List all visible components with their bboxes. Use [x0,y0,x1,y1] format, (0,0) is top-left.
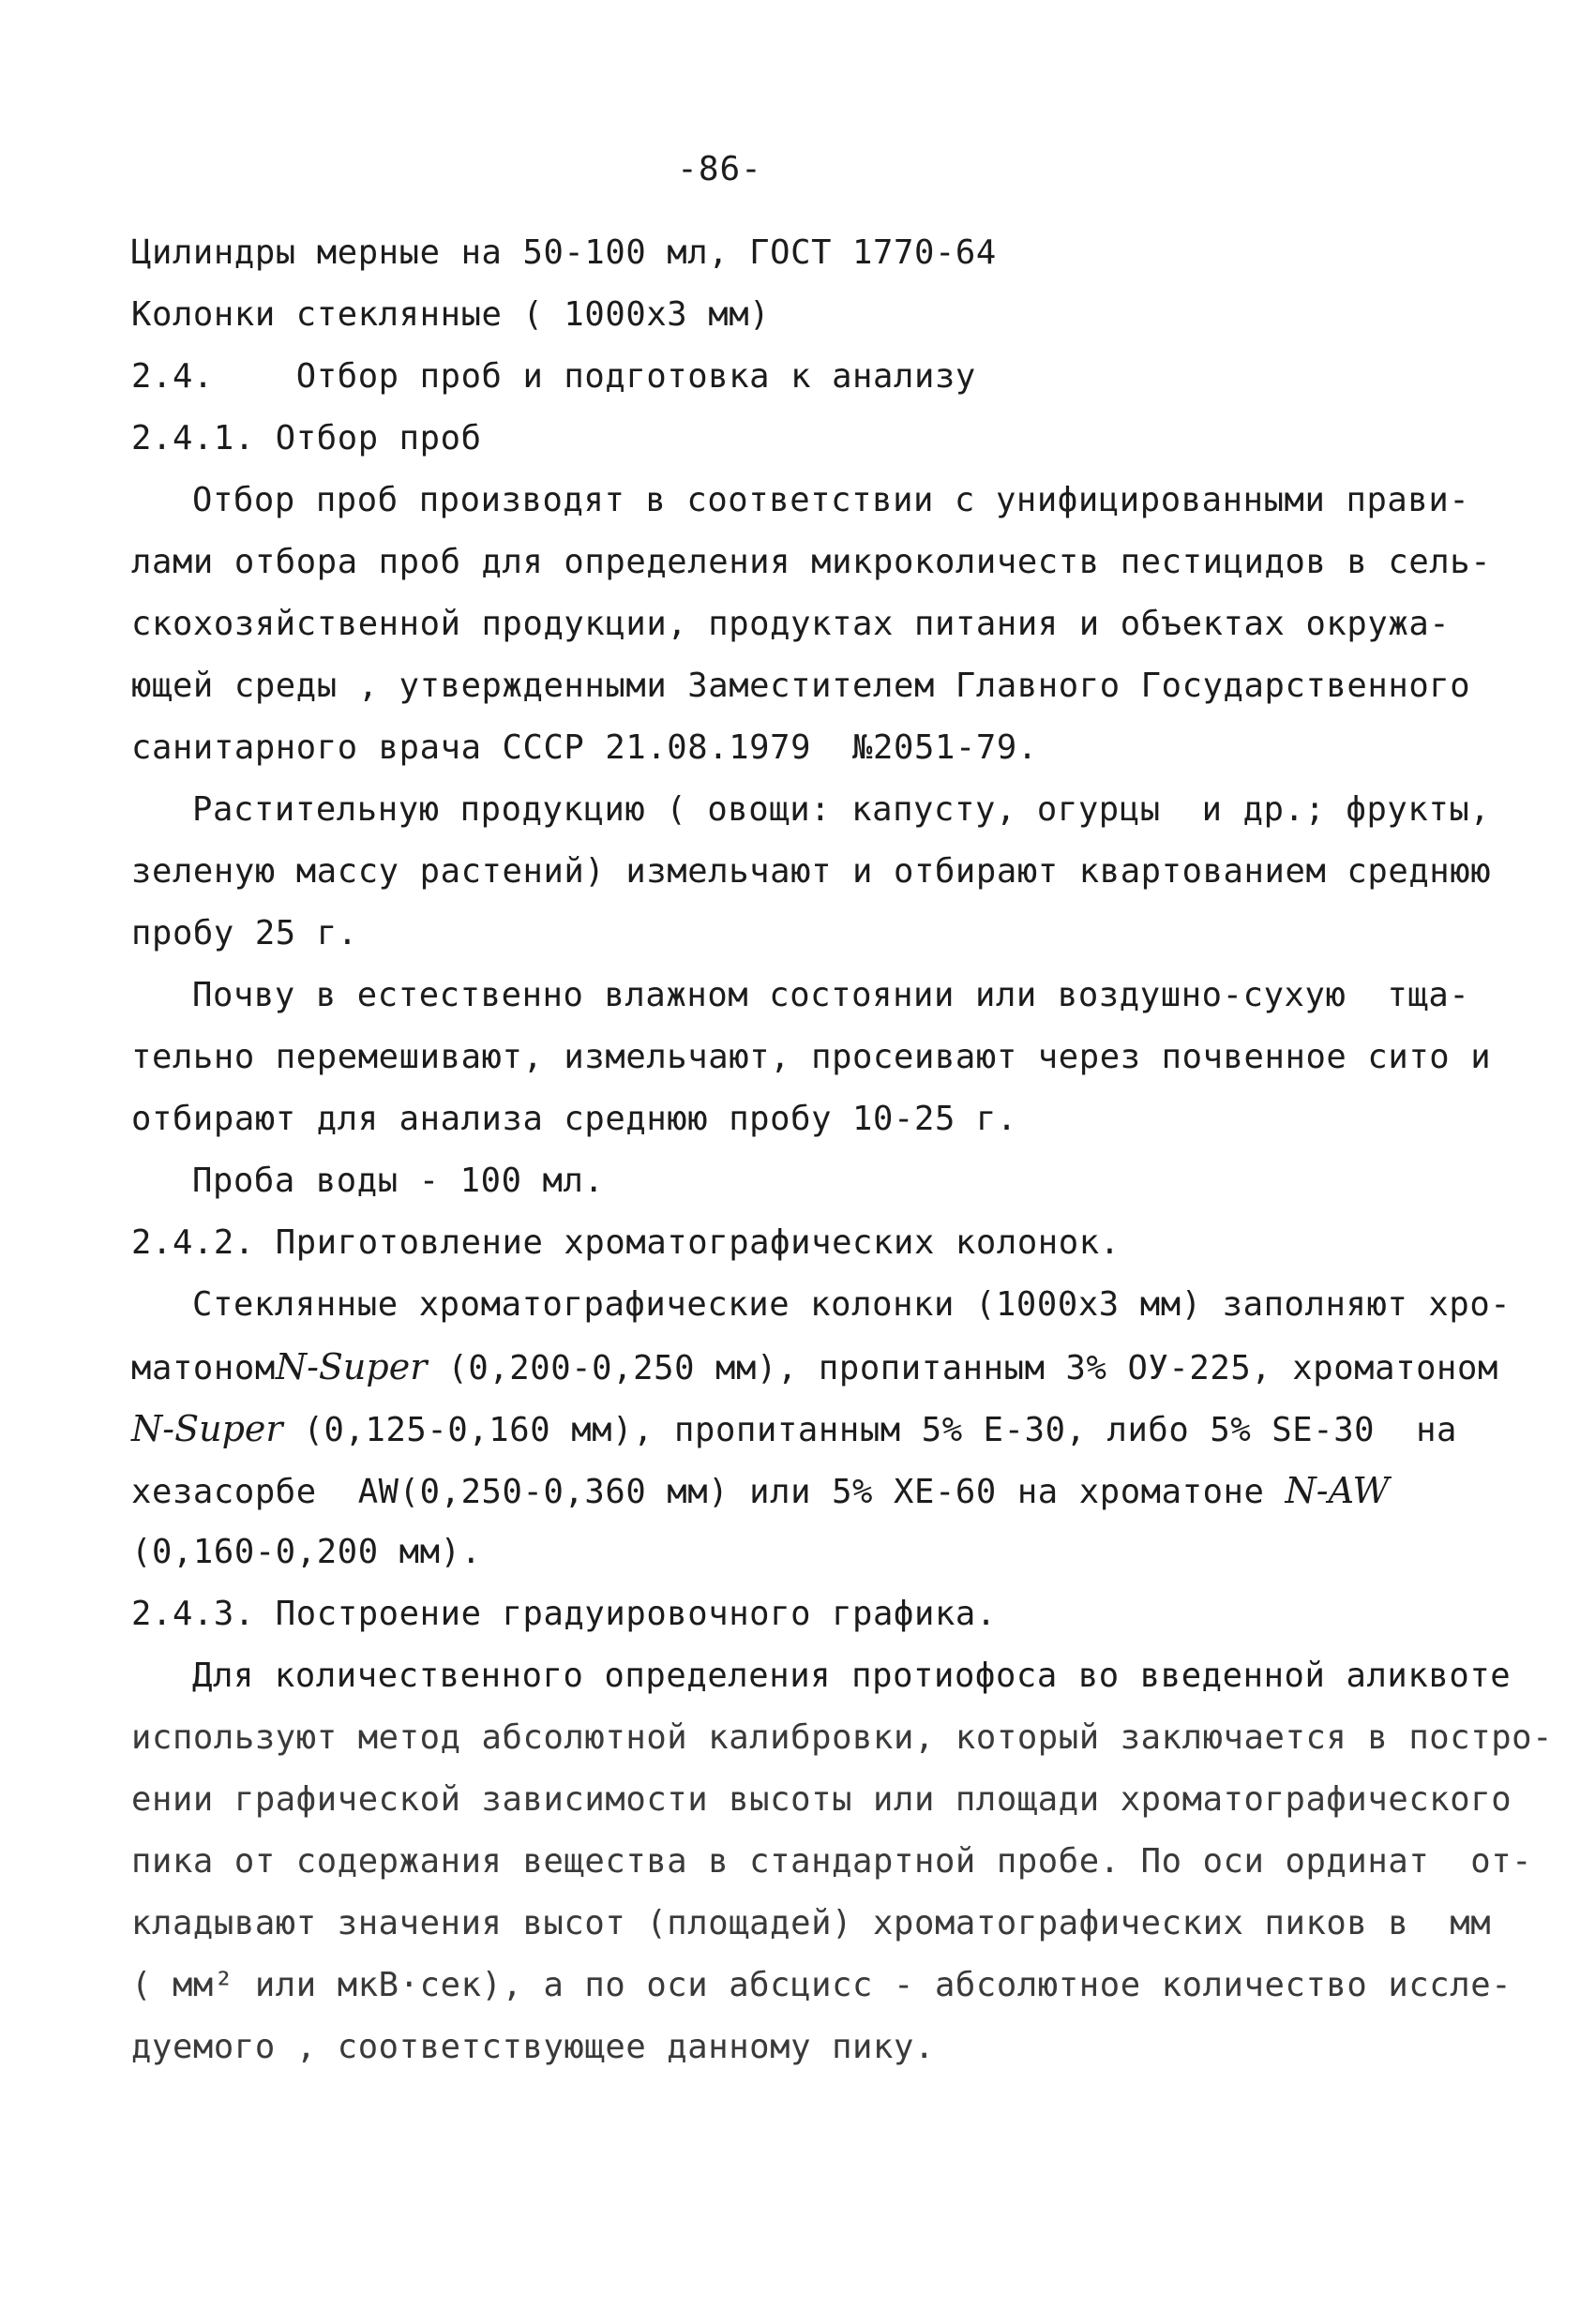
text-line: Растительную продукцию ( овощи: капусту, огурцы и др.; фрукты, [192,790,1491,829]
text-segment: (0,125-0,160 мм), пропитанным 5% Е-30, либо 5% SE-30 на [282,1411,1458,1449]
text-line: ении графической зависимости высоты или площади хроматографического [131,1780,1512,1819]
text-line: Колонки стеклянные ( 1000х3 мм) [131,295,771,334]
text-line: пика от содержания вещества в стандартной пробе. По оси ординат от- [131,1842,1533,1881]
text-line: Почву в естественно влажном состоянии или воздушно-сухую тща- [192,976,1470,1014]
text-line: кладывают значения высот (площадей) хроматографических пиков в мм [131,1904,1492,1942]
text-line: ( мм² или мкВ·сек), а по оси абсцисс - абсолютное количество иссле- [131,1966,1512,2004]
text-segment: хезасорбе AW(0,250-0,360 мм) или 5% ХЕ-60 на хроматоне [131,1473,1286,1511]
text-line: (0,160-0,200 мм). [131,1533,482,1571]
text-segment: матоном [131,1349,276,1387]
text-line: дуемого , соответствующее данному пику. [131,2028,935,2066]
text-line: пробу 25 г. [131,914,358,952]
text-line: отбирают для анализа среднюю пробу 10-25 г. [131,1100,1017,1138]
text-line: скохозяйственной продукции, продуктах питания и объектах окружа- [131,605,1451,643]
subsection-heading: 2.4.1. Отбор проб [131,419,482,457]
handwritten-insert: N-AW [1285,1470,1390,1511]
handwritten-insert: N-Super [275,1346,428,1387]
text-line: используют метод абсолютной калибровки, который заключается в постро- [131,1718,1554,1757]
text-line: зеленую массу растений) измельчают и отбирают квартованием среднюю [131,852,1492,891]
text-line: тельно перемешивают, измельчают, просеивают через почвенное сито и [131,1038,1492,1076]
text-line: санитарного врача СССР 21.08.1979 №2051-79. [131,728,1038,767]
subsection-heading: 2.4.2. Приготовление хроматографических колонок. [131,1223,1121,1262]
text-line [131,1346,1498,1389]
page-number: -86- [677,150,762,188]
text-line: Цилиндры мерные на 50-100 мл, ГОСТ 1770-64 [131,233,997,272]
section-heading: 2.4. Отбор проб и подготовка к анализу [131,357,976,396]
text-line [131,1470,1390,1513]
handwritten-insert: N-Super [131,1408,283,1449]
text-line: лами отбора проб для определения микроколичеств пестицидов в сель- [131,543,1492,581]
text-line: Отбор проб производят в соответствии с унифицированными прави- [192,481,1470,519]
text-segment: (0,200-0,250 мм), пропитанным 3% ОУ-225, хроматоном [427,1349,1498,1387]
subsection-heading: 2.4.3. Построение градуировочного графика. [131,1595,997,1633]
text-line: Проба воды - 100 мл. [192,1162,605,1200]
text-line: Стеклянные хроматографические колонки (1000х3 мм) заполняют хро- [192,1285,1512,1324]
text-line: Для количественного определения протиофоса во введенной аликвоте [192,1657,1512,1695]
text-line [131,1408,1457,1451]
text-line: ющей среды , утвержденными Заместителем Главного Государственного [131,667,1471,705]
